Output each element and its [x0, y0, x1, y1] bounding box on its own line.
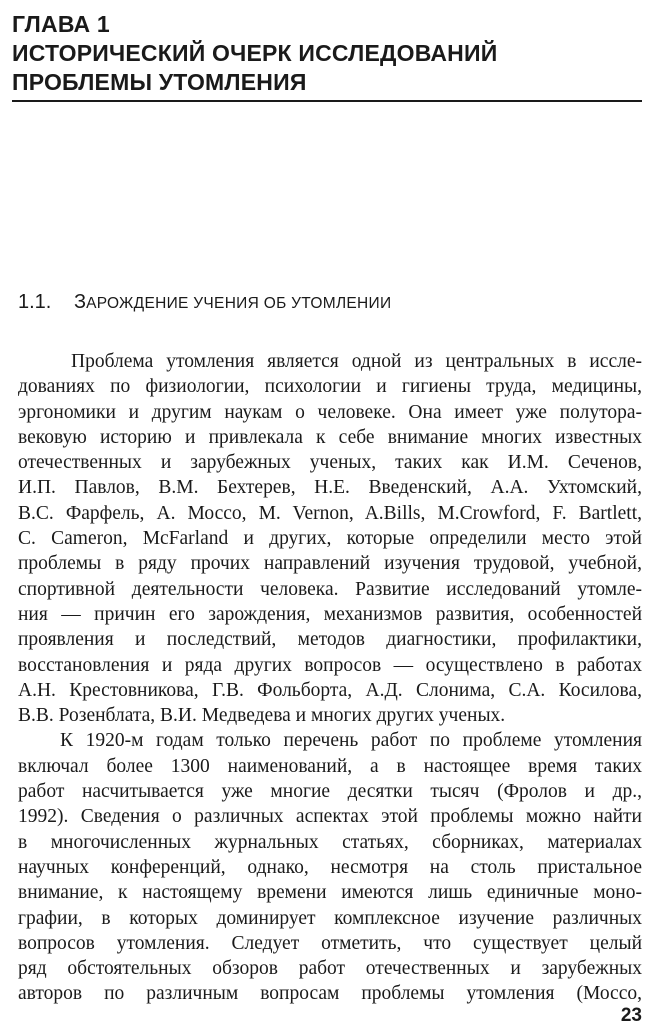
text-line: Проблема утомления является одной из центральных в иссле-: [71, 351, 642, 372]
chapter-heading: [12, 10, 642, 97]
heading-divider: [12, 100, 642, 102]
text-line: C. Cameron, McFarland и других, которые определили место этой: [18, 528, 642, 550]
text-line: проявления и последствий, методов диагностики, профилактики,: [18, 629, 642, 651]
text-line: эргономики и другим наукам о человеке. Она имеет уже полутора-: [18, 401, 642, 423]
text-line: А.Н. Крестовникова, Г.В. Фольборта, А.Д. Слонима, С.А. Косилова,: [18, 679, 642, 701]
text-line: вопросов утомления. Следует отметить, что существует целый: [18, 932, 642, 954]
text-line: авторов по различным вопросам проблемы утомления (Моссо,: [18, 983, 642, 1005]
text-line: графии, в которых доминирует комплексное изучение различных: [18, 907, 642, 929]
text-line: дованиях по физиологии, психологии и гигиены труда, медицины,: [18, 376, 642, 398]
text-line: К 1920-м годам только перечень работ по проблеме утомления: [60, 730, 642, 752]
chapter-title-line-1: ИСТОРИЧЕСКИЙ ОЧЕРК ИССЛЕДОВАНИЙ: [12, 40, 498, 66]
text-line: внимание, к настоящему времени имеются лишь единичные моно-: [18, 882, 642, 904]
text-line: В.В. Розенблата, В.И. Медведева и многих других ученых.: [18, 705, 506, 727]
text-line: В.С. Фарфель, А. Моссо, M. Vernon, A.Bills, M.Crowford, F. Bartlett,: [18, 502, 642, 524]
chapter-title-line-2: ПРОБЛЕМЫ УТОМЛЕНИЯ: [12, 69, 307, 95]
text-line: ния — причин его зарождения, механизмов развития, особенностей: [18, 603, 642, 625]
text-line: ряд обстоятельных обзоров работ отечественных и зарубежных: [18, 958, 642, 980]
section-title-rest: АРОЖДЕНИЕ УЧЕНИЯ ОБ УТОМЛЕНИИ: [86, 295, 392, 312]
text-line: научных конференций, однако, несмотря на столь пристальное: [18, 856, 642, 878]
text-line: 1992). Сведения о различных аспектах этой проблемы можно найти: [18, 806, 642, 828]
text-line: включал более 1300 наименований, а в настоящее время таких: [18, 755, 642, 777]
text-line: проблемы в ряду прочих направлений изучения трудовой, учебной,: [18, 553, 642, 575]
section-number: 1.1.: [18, 291, 52, 313]
text-line: И.П. Павлов, В.М. Бехтерев, Н.Е. Введенский, А.А. Ухтомский,: [18, 477, 642, 499]
body-text: [18, 349, 642, 1007]
section-title-first-letter: З: [74, 291, 87, 313]
text-line: работ насчитывается уже многие десятки тысяч (Фролов и др.,: [18, 781, 642, 803]
text-line: в многочисленных журнальных статьях, сборниках, материалах: [18, 831, 642, 853]
text-line: восстановления и ряда других вопросов — осуществлено в работах: [18, 654, 642, 676]
chapter-label: ГЛАВА 1: [12, 11, 110, 37]
text-line: спортивной деятельности человека. Развитие исследований утомле-: [18, 578, 642, 600]
text-line: отечественных и зарубежных ученых, таких как И.М. Сеченов,: [18, 452, 642, 474]
text-line: вековую историю и привлекала к себе внимание многих известных: [18, 426, 642, 448]
page-number: 23: [620, 1005, 642, 1026]
section-heading: [18, 288, 391, 318]
